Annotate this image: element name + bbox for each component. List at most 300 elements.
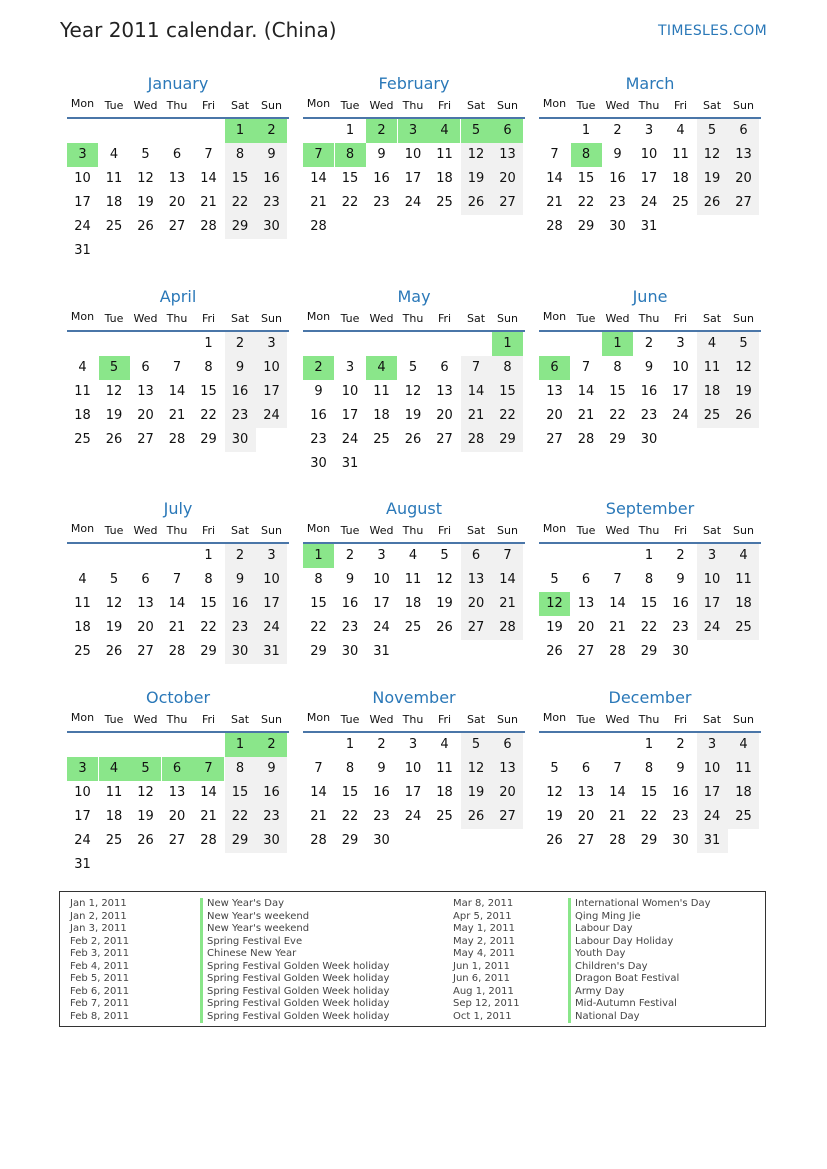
day-cell: 29 (609, 432, 626, 447)
day-cell: 25 (373, 432, 390, 447)
day-cell: 18 (74, 408, 91, 423)
day-cell: 12 (105, 384, 123, 399)
holiday-name: Dragon Boat Festival (568, 973, 679, 986)
day-cell: 15 (341, 171, 359, 186)
weekday-header: Mon (70, 97, 95, 110)
day-cell: 21 (168, 620, 186, 635)
weekday-header: Sun (261, 524, 282, 537)
day-cell: 7 (303, 143, 334, 167)
day-cell: 4 (440, 737, 449, 752)
day-cell: 27 (168, 219, 186, 234)
month-title: January (147, 74, 209, 93)
day-cell: 28 (310, 219, 327, 234)
day-cell: 23 (640, 408, 658, 423)
day-cell: 6 (581, 572, 591, 587)
day-cell: 24 (256, 404, 287, 428)
day-cell: 16 (341, 596, 359, 611)
weekday-header: Sat (466, 312, 486, 325)
day-cell: 8 (335, 143, 366, 167)
day-cell: 24 (74, 833, 91, 848)
day-cell: 9 (345, 572, 355, 587)
holiday-name: Spring Festival Eve (200, 936, 302, 949)
day-cell: 2 (256, 119, 287, 143)
day-cell: 19 (436, 596, 453, 611)
day-cell: 1 (581, 123, 591, 138)
day-cell: 3 (408, 737, 418, 752)
day-cell: 10 (341, 384, 359, 399)
day-cell: 6 (440, 360, 449, 375)
month-title: March (625, 74, 675, 93)
weekday-header: Wed (133, 99, 158, 112)
day-cell: 24 (640, 195, 658, 210)
weekday-header: Mon (70, 711, 95, 724)
day-cell: 15 (225, 167, 256, 191)
day-cell: 9 (613, 147, 622, 162)
day-cell: 28 (461, 428, 492, 452)
weekday-header: Sat (702, 713, 722, 726)
day-cell: 27 (546, 432, 563, 447)
day-cell: 4 (78, 572, 87, 587)
day-cell: 8 (644, 572, 654, 587)
day-cell: 12 (436, 572, 453, 587)
holiday-name: New Year's Day (200, 898, 284, 911)
day-cell: 12 (105, 596, 123, 611)
day-cell: 12 (539, 592, 570, 616)
weekday-header: Tue (576, 312, 596, 325)
day-cell: 20 (137, 408, 154, 423)
day-cell: 23 (256, 191, 287, 215)
holiday-name: National Day (568, 1011, 640, 1024)
day-cell: 30 (341, 644, 359, 659)
day-cell: 1 (345, 737, 355, 752)
weekday-header: Sat (230, 524, 250, 537)
weekday-header: Fri (201, 312, 216, 325)
day-cell: 23 (225, 404, 256, 428)
day-cell: 1 (644, 548, 654, 563)
day-cell: 4 (429, 119, 460, 143)
weekday-header: Fri (437, 99, 452, 112)
day-cell: 24 (404, 809, 422, 824)
weekday-header: Sun (497, 312, 518, 325)
holiday-name: Spring Festival Golden Week holiday (200, 961, 389, 974)
day-cell: 21 (546, 195, 563, 210)
weekday-header: Wed (369, 312, 394, 325)
day-cell: 28 (577, 432, 595, 447)
weekday-header: Wed (605, 713, 630, 726)
weekday-header: Sun (261, 713, 282, 726)
day-cell: 14 (546, 171, 563, 186)
day-cell: 9 (377, 147, 386, 162)
day-cell: 2 (303, 356, 334, 380)
day-cell: 27 (577, 833, 595, 848)
day-cell: 22 (577, 195, 595, 210)
day-cell: 16 (256, 167, 287, 191)
holiday-date: May 1, 2011 (453, 923, 516, 934)
month-title: December (608, 688, 692, 707)
day-cell: 22 (341, 195, 359, 210)
day-cell: 22 (640, 620, 658, 635)
day-cell: 28 (168, 644, 186, 659)
day-cell: 2 (676, 548, 685, 563)
day-cell: 20 (168, 809, 186, 824)
day-cell: 27 (436, 432, 453, 447)
day-cell: 30 (256, 215, 287, 239)
holiday-date: Jun 1, 2011 (453, 960, 510, 972)
day-cell: 26 (697, 191, 728, 215)
day-cell: 15 (640, 596, 658, 611)
day-cell: 20 (728, 167, 759, 191)
holiday-date: Oct 1, 2011 (453, 1010, 512, 1022)
day-cell: 24 (672, 408, 689, 423)
day-cell: 13 (168, 171, 186, 186)
weekday-header: Mon (306, 310, 331, 323)
day-cell: 19 (546, 620, 563, 635)
day-cell: 15 (492, 380, 523, 404)
day-cell: 5 (99, 356, 130, 380)
holiday-name: New Year's weekend (200, 923, 309, 936)
day-cell: 10 (672, 360, 689, 375)
day-cell: 17 (373, 596, 390, 611)
day-cell: 16 (256, 781, 287, 805)
day-cell: 11 (105, 785, 123, 800)
weekday-header: Mon (306, 522, 331, 535)
day-cell: 25 (105, 833, 123, 848)
day-cell: 25 (436, 195, 453, 210)
day-cell: 16 (225, 380, 256, 404)
holiday-date: Jan 1, 2011 (70, 898, 127, 909)
day-cell: 20 (577, 809, 595, 824)
weekday-header: Sun (733, 99, 754, 112)
day-cell: 15 (200, 596, 217, 611)
day-cell: 28 (546, 219, 563, 234)
weekday-header: Sun (733, 524, 754, 537)
day-cell: 14 (310, 785, 327, 800)
holiday-name: Labour Day (568, 923, 633, 936)
day-cell: 24 (74, 219, 91, 234)
day-cell: 28 (609, 644, 626, 659)
day-cell: 3 (644, 123, 654, 138)
month-title: October (145, 688, 211, 707)
weekday-header: Fri (437, 524, 452, 537)
day-cell: 10 (256, 568, 287, 592)
day-cell: 17 (640, 171, 658, 186)
weekday-header: Fri (201, 713, 216, 726)
holiday-date: Feb 3, 2011 (70, 948, 130, 959)
day-cell: 14 (609, 596, 626, 611)
weekday-header: Wed (605, 99, 630, 112)
day-cell: 10 (404, 761, 422, 776)
page-title: Year 2011 calendar. (China) (60, 18, 337, 42)
day-cell: 2 (676, 737, 685, 752)
day-cell: 30 (256, 829, 287, 853)
weekday-header: Sat (230, 99, 250, 112)
month-title: February (378, 74, 450, 93)
holiday-name: Chinese New Year (200, 948, 296, 961)
day-cell: 18 (672, 171, 689, 186)
holiday-name: International Women's Day (568, 898, 711, 911)
day-cell: 13 (577, 785, 595, 800)
day-cell: 21 (310, 809, 327, 824)
day-cell: 5 (141, 147, 150, 162)
day-cell: 6 (461, 544, 492, 568)
day-cell: 3 (67, 143, 98, 167)
month-title: September (605, 499, 695, 518)
weekday-header: Tue (340, 713, 360, 726)
day-cell: 21 (609, 809, 626, 824)
day-cell: 20 (168, 195, 186, 210)
weekday-header: Thu (166, 524, 188, 537)
day-cell: 2 (345, 548, 355, 563)
day-cell: 12 (461, 757, 492, 781)
day-cell: 8 (492, 356, 523, 380)
weekday-header: Thu (638, 524, 660, 537)
day-cell: 1 (492, 332, 523, 356)
weekday-header: Tue (340, 524, 360, 537)
day-cell: 7 (492, 544, 523, 568)
holiday-name: Youth Day (568, 948, 625, 961)
holiday-name: Qing Ming Jie (568, 911, 641, 924)
weekday-header: Wed (133, 524, 158, 537)
day-cell: 28 (168, 432, 186, 447)
weekday-header: Wed (133, 312, 158, 325)
day-cell: 4 (109, 147, 119, 162)
day-cell: 18 (74, 620, 91, 635)
day-cell: 6 (581, 761, 591, 776)
day-cell: 24 (404, 195, 422, 210)
day-cell: 19 (105, 408, 123, 423)
day-cell: 16 (310, 408, 327, 423)
day-cell: 26 (461, 805, 492, 829)
day-cell: 27 (461, 616, 492, 640)
day-cell: 1 (225, 119, 256, 143)
day-cell: 31 (640, 219, 658, 234)
day-cell: 13 (137, 596, 154, 611)
day-cell: 24 (697, 616, 728, 640)
day-cell: 20 (436, 408, 453, 423)
day-cell: 11 (697, 356, 728, 380)
day-cell: 8 (204, 360, 213, 375)
day-cell: 8 (644, 761, 654, 776)
weekday-header: Wed (605, 524, 630, 537)
day-cell: 5 (728, 332, 759, 356)
day-cell: 2 (256, 733, 287, 757)
weekday-header: Wed (605, 312, 630, 325)
day-cell: 30 (225, 640, 256, 664)
weekday-header: Thu (402, 713, 424, 726)
day-cell: 31 (256, 640, 287, 664)
day-cell: 7 (172, 360, 182, 375)
weekday-header: Sun (497, 713, 518, 726)
holiday-date: Feb 6, 2011 (70, 985, 130, 997)
day-cell: 12 (546, 785, 563, 800)
day-cell: 2 (225, 332, 256, 356)
weekday-header: Sun (497, 99, 518, 112)
weekday-header: Fri (673, 713, 688, 726)
day-cell: 1 (644, 737, 654, 752)
holiday-name: Spring Festival Golden Week holiday (200, 1011, 389, 1024)
day-cell: 29 (200, 644, 217, 659)
day-cell: 22 (200, 620, 217, 635)
weekday-header: Wed (133, 713, 158, 726)
day-cell: 19 (404, 408, 422, 423)
day-cell: 21 (200, 195, 217, 210)
day-cell: 9 (225, 356, 256, 380)
day-cell: 7 (581, 360, 591, 375)
day-cell: 31 (74, 857, 91, 872)
holiday-name: Children's Day (568, 961, 648, 974)
day-cell: 14 (168, 384, 186, 399)
weekday-header: Tue (104, 713, 124, 726)
day-cell: 15 (200, 384, 217, 399)
day-cell: 3 (377, 548, 386, 563)
day-cell: 11 (436, 147, 453, 162)
day-cell: 20 (137, 620, 154, 635)
day-cell: 11 (728, 568, 759, 592)
day-cell: 13 (461, 568, 492, 592)
day-cell: 1 (602, 332, 633, 356)
day-cell: 28 (200, 219, 217, 234)
month-title: May (397, 287, 431, 306)
weekday-header: Sat (466, 524, 486, 537)
day-cell: 5 (109, 572, 119, 587)
weekday-header: Sat (230, 713, 250, 726)
weekday-header: Sun (261, 312, 282, 325)
holiday-name: Spring Festival Golden Week holiday (200, 998, 389, 1011)
day-cell: 17 (74, 809, 91, 824)
weekday-header: Sun (497, 524, 518, 537)
brand-link[interactable]: TIMESLES.COM (658, 23, 767, 39)
day-cell: 10 (256, 356, 287, 380)
day-cell: 12 (697, 143, 728, 167)
day-cell: 6 (492, 733, 523, 757)
day-cell: 7 (550, 147, 559, 162)
day-cell: 1 (345, 123, 355, 138)
day-cell: 3 (398, 119, 429, 143)
day-cell: 1 (225, 733, 256, 757)
day-cell: 18 (373, 408, 390, 423)
day-cell: 22 (640, 809, 658, 824)
day-cell: 11 (74, 596, 91, 611)
weekday-header: Mon (306, 97, 331, 110)
day-cell: 3 (256, 544, 287, 568)
day-cell: 18 (404, 596, 422, 611)
day-cell: 7 (172, 572, 182, 587)
day-cell: 25 (404, 620, 422, 635)
day-cell: 30 (640, 432, 658, 447)
day-cell: 31 (697, 829, 728, 853)
day-cell: 9 (676, 761, 685, 776)
day-cell: 3 (256, 332, 287, 356)
day-cell: 10 (373, 572, 390, 587)
day-cell: 11 (728, 757, 759, 781)
day-cell: 29 (310, 644, 327, 659)
day-cell: 20 (461, 592, 492, 616)
day-cell: 14 (168, 596, 186, 611)
day-cell: 4 (728, 544, 759, 568)
day-cell: 29 (341, 833, 359, 848)
day-cell: 8 (225, 143, 256, 167)
day-cell: 13 (492, 143, 523, 167)
day-cell: 8 (225, 757, 256, 781)
day-cell: 7 (613, 572, 622, 587)
day-cell: 11 (74, 384, 91, 399)
day-cell: 30 (310, 456, 327, 471)
day-cell: 18 (728, 781, 759, 805)
day-cell: 5 (408, 360, 418, 375)
weekday-header: Fri (437, 312, 452, 325)
day-cell: 19 (697, 167, 728, 191)
holiday-date: Feb 4, 2011 (70, 960, 130, 972)
day-cell: 9 (676, 572, 685, 587)
day-cell: 13 (436, 384, 453, 399)
day-cell: 25 (436, 809, 453, 824)
day-cell: 19 (546, 809, 563, 824)
day-cell: 10 (640, 147, 658, 162)
holiday-date: Jun 6, 2011 (453, 973, 510, 984)
day-cell: 19 (461, 167, 492, 191)
day-cell: 21 (492, 592, 523, 616)
weekday-header: Thu (638, 99, 660, 112)
day-cell: 1 (303, 544, 334, 568)
day-cell: 28 (200, 833, 217, 848)
day-cell: 17 (404, 171, 422, 186)
day-cell: 26 (436, 620, 453, 635)
holiday-name: New Year's weekend (200, 911, 309, 924)
day-cell: 30 (672, 644, 689, 659)
day-cell: 31 (74, 243, 91, 258)
day-cell: 29 (640, 644, 658, 659)
day-cell: 4 (676, 123, 685, 138)
day-cell: 18 (436, 785, 453, 800)
weekday-header: Sat (466, 99, 486, 112)
day-cell: 23 (672, 809, 689, 824)
day-cell: 27 (492, 805, 523, 829)
day-cell: 28 (609, 833, 626, 848)
day-cell: 22 (225, 191, 256, 215)
weekday-header: Tue (576, 713, 596, 726)
day-cell: 10 (697, 757, 728, 781)
day-cell: 11 (105, 171, 123, 186)
day-cell: 17 (697, 781, 728, 805)
day-cell: 16 (640, 384, 658, 399)
day-cell: 13 (168, 785, 186, 800)
weekday-header: Fri (437, 713, 452, 726)
day-cell: 24 (341, 432, 359, 447)
day-cell: 15 (640, 785, 658, 800)
day-cell: 20 (492, 167, 523, 191)
day-cell: 25 (105, 219, 123, 234)
day-cell: 6 (492, 119, 523, 143)
day-cell: 15 (577, 171, 595, 186)
day-cell: 23 (609, 195, 626, 210)
day-cell: 18 (105, 195, 123, 210)
weekday-header: Wed (369, 99, 394, 112)
day-cell: 8 (571, 143, 602, 167)
day-cell: 16 (672, 596, 689, 611)
day-cell: 13 (137, 384, 154, 399)
day-cell: 14 (492, 568, 523, 592)
weekday-header: Sat (702, 524, 722, 537)
day-cell: 30 (373, 833, 390, 848)
day-cell: 16 (672, 785, 689, 800)
weekday-header: Mon (542, 522, 567, 535)
weekday-header: Mon (306, 711, 331, 724)
weekday-header: Wed (369, 713, 394, 726)
day-cell: 25 (74, 644, 91, 659)
day-cell: 20 (577, 620, 595, 635)
day-cell: 15 (609, 384, 626, 399)
day-cell: 25 (728, 805, 759, 829)
